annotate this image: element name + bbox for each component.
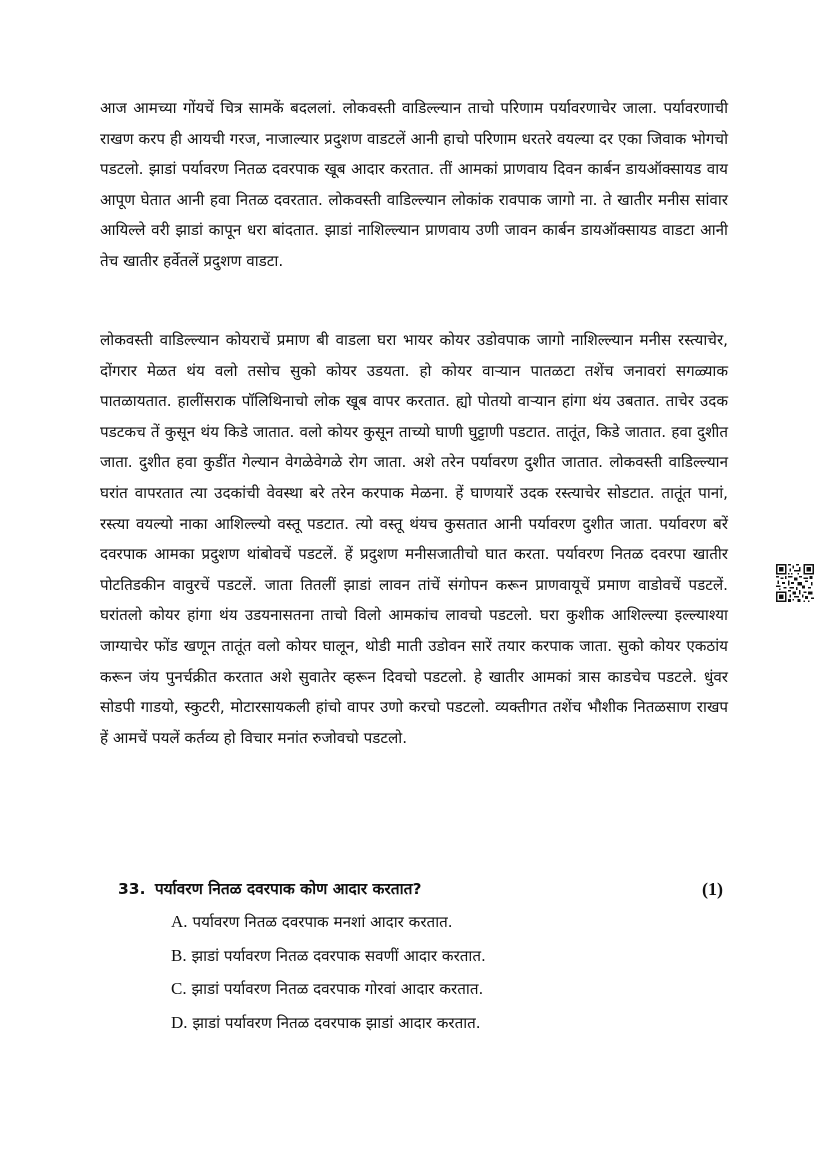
- option-text: झाडां पर्यावरण नितळ दवरपाक झाडां आदार करतात.: [192, 1013, 481, 1032]
- qr-code-icon: [776, 564, 814, 602]
- option-d[interactable]: [171, 1006, 731, 1040]
- option-letter: B.: [171, 945, 187, 965]
- passage-paragraph-2: लोकवस्ती वाडिल्ल्यान कोयराचें प्रमाण बी वाडला घरा भायर कोयर उडोवपाक जागो नाशिल्ल्यान मनीस रस्त्याचेर, दोंगरार मेळत थंय वलो तसोच सुको कोयर उडयता. हो कोयर वाऱ्यान पातळटा तशेंच जनावरां सगळ्याक पातळायतात. हालींसराक पॉलिथिनाचो लोक खूब वापर करतात. ह्यो पोतयो वाऱ्यान हांगा थंय उबतात. ताचेर उदक पडटकच तें कुसून थंय किडे जातात. वलो कोयर कुसून ताच्यो घाणी घुट्टाणी पडटात. तातूंत, किडे जातात. हवा दुशीत जाता. दुशीत हवा कुडींत गेल्यान वेगळेवेगळे रोग जाता. अशे तरेन पर्यावरण दुशीत जातात. लोकवस्ती वाडिल्ल्यान घरांत वापरतात त्या उदकांची वेवस्था बरे तरेन करपाक मेळना. हें घाणयारें उदक रस्त्याचेर सोडटात. तातूंत पानां, रस्त्या वयल्यो नाका आशिल्ल्यो वस्तू पडटात. त्यो वस्तू थंयच कुसतात आनी पर्यावरण दुशीत जाता. पर्यावरण बरें दवरपाक आमका प्रदुशण थांबोवचें पडटलें. हें प्रदुशण मनीसजातीचो घात करता. पर्यावरण नितळ दवरपा खातीर पोटतिडकीन वावुरचें पडटलें. जाता तितलीं झाडां लावन तांचें संगोपन करून प्राणवायूचें प्रमाण वाडोवचें पडटलें. घरांतलो कोयर हांगा थंय उडयनासतना ताचो विलो आमकांच लावचो पडटलो. घरा कुशीक आशिल्ल्या इल्ल्याश्या जाग्याचेर फोंड खणून तातूंत वलो कोयर घालून, थोडी माती उडोवन सारें तयार करपाक जाता. सुको कोयर एकठांय करून जंय पुनर्चक्रीत करतात अशे सुवातेर व्हरून दिवचो पडटलो. हे खातीर आमकां त्रास काडचेच पडटले. धुंवर सोडपी गाडयो, स्कुटरी, मोटारसायकली हांचो वापर उणो करचो पडटलो. व्यक्तीगत तशेंच भौशीक नितळसाण राखप हें आमचें पयलें कर्तव्य हो विचार मनांत रुजोवचो पडटलो.: [100, 331, 728, 747]
- option-letter: C.: [171, 979, 187, 998]
- answer-options: [171, 905, 731, 1039]
- question-33: [118, 876, 728, 902]
- option-a[interactable]: [171, 905, 731, 939]
- option-text: झाडां पर्यावरण नितळ दवरपाक गोरवां आदार करतात.: [191, 980, 484, 998]
- option-letter: D.: [171, 1012, 188, 1032]
- option-text: झाडां पर्यावरण नितळ दवरपाक सवणीं आदार करतात.: [191, 946, 486, 965]
- question-number: 33.: [118, 880, 146, 898]
- option-c[interactable]: [171, 972, 731, 1006]
- option-b[interactable]: [171, 939, 731, 973]
- question-text: पर्यावरण नितळ दवरपाक कोण आदार करतात?: [154, 880, 422, 898]
- option-text: पर्यावरण नितळ दवरपाक मनशां आदार करतात.: [192, 913, 453, 931]
- passage-paragraph-1: आज आमच्या गोंयचें चित्र सामकें बदललां. लोकवस्ती वाडिल्ल्यान ताचो परिणाम पर्यावरणाचेर जाला. पर्यावरणाची राखण करप ही आयची गरज, नाजाल्यार प्रदुशण वाडटलें आनी हाचो परिणाम धरतरे वयल्या दर एका जिवाक भोगचो पडटलो. झाडां पर्यावरण नितळ दवरपाक खूब आदार करतात. तीं आमकां प्राणवाय दिवन कार्बन डायऑक्सायड वाय आपूण घेतात आनी हवा नितळ दवरतात. लोकवस्ती वाडिल्ल्यान लोकांक रावपाक जागो ना. ते खातीर मनीस सांवार आयिल्ले वरी झाडां कापून धरा बांदतात. झाडां नाशिल्ल्यान प्राणवाय उणी जावन कार्बन डायऑक्सायड वाडटा आनी तेच खातीर हर्वेतलें प्रदुशण वाडटा.: [100, 99, 728, 270]
- option-letter: A.: [171, 912, 188, 931]
- question-marks: (1): [702, 879, 723, 899]
